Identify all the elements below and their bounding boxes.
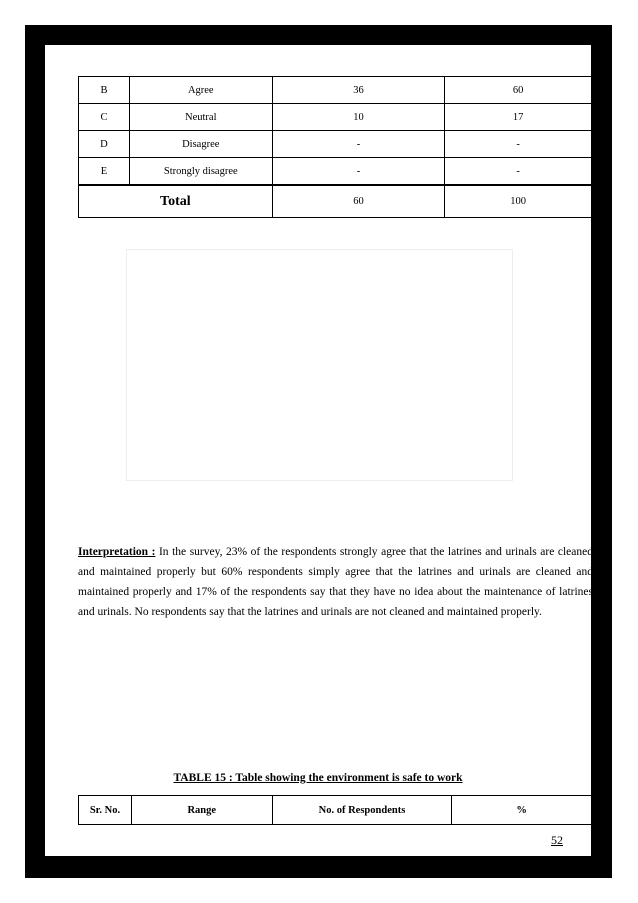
table-row (79, 104, 592, 131)
row-range: Agree (129, 77, 272, 104)
total-respondents: 60 (272, 185, 445, 218)
header-percent: % (452, 796, 592, 825)
row-code: C (79, 104, 130, 131)
table-row (79, 77, 592, 104)
total-row (79, 185, 592, 218)
row-percent: - (445, 131, 592, 158)
row-percent: 60 (445, 77, 592, 104)
page-number: 52 (551, 833, 563, 847)
interpretation-text: In the survey, 23% of the respondents strongly agree that the latrines and urinals are cleaned and maintained properly but 60% respondents simply agree that the latrines and urinals are cleaned and maintained properly and 17% of the respondents say that they have no idea about the maintenance of latrines and urinals. No respondents say that the latrines and urinals are not cleaned and maintained properly. (78, 545, 594, 618)
table-header-row (79, 796, 592, 825)
row-respondents: - (272, 158, 445, 186)
row-code: D (79, 131, 130, 158)
row-code: E (79, 158, 130, 186)
row-respondents: - (272, 131, 445, 158)
table-caption: TABLE 15 : Table showing the environment is safe to work (173, 772, 463, 784)
interpretation-paragraph (78, 542, 593, 622)
row-percent: - (445, 158, 592, 186)
interpretation-lead: Interpretation : (78, 545, 156, 558)
header-range: Range (131, 796, 272, 825)
header-sr-no: Sr. No. (79, 796, 132, 825)
safety-table (78, 795, 592, 825)
row-respondents: 10 (272, 104, 445, 131)
table-row (79, 131, 592, 158)
row-percent: 17 (445, 104, 592, 131)
row-range: Strongly disagree (129, 158, 272, 186)
document-page (45, 45, 594, 856)
total-label: Total (79, 185, 273, 218)
row-respondents: 36 (272, 77, 445, 104)
total-percent: 100 (445, 185, 592, 218)
row-range: Neutral (129, 104, 272, 131)
responses-table (78, 76, 592, 218)
chart-placeholder (126, 249, 513, 481)
row-code: B (79, 77, 130, 104)
row-range: Disagree (129, 131, 272, 158)
table-row (79, 158, 592, 186)
header-respondents: No. of Respondents (272, 796, 452, 825)
